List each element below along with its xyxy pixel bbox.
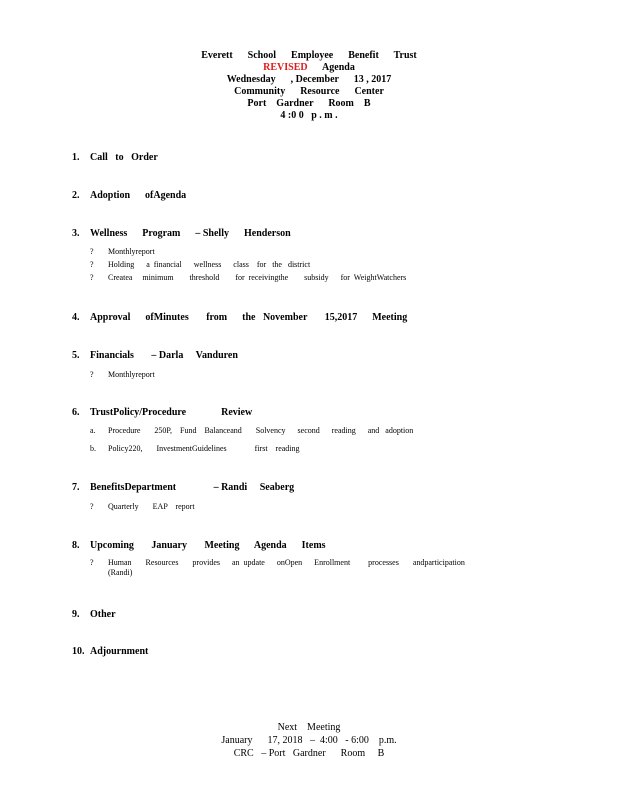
agenda-item-number: 2. [72,190,80,201]
agenda-item-heading [72,540,572,552]
agenda-item-title: Financials – Darla Vanduren [90,350,238,361]
agenda-item-heading [72,228,572,240]
revised-label: REVISED [263,62,308,73]
agenda-item-heading [72,609,572,621]
agenda-item [72,190,572,202]
agenda-item-number: 10. [72,646,85,657]
meeting-time: 4 :0 0 p . m . [280,110,338,121]
sub-item-marker: ? [90,260,94,269]
agenda-item-heading [72,646,572,658]
agenda-item-title: Adjournment [90,646,149,657]
agenda-sub-item [90,444,300,454]
agenda-title [0,62,618,74]
agenda-item-heading [72,482,572,494]
sub-item-text: Holding a financial wellness class for the district [108,260,311,269]
agenda-item-title: Wellness Program – Shelly Henderson [90,228,291,239]
agenda-item-title: BenefitsDepartment – Randi Seaberg [90,482,295,493]
next-meeting-footer [0,721,618,760]
agenda-item [72,407,572,453]
agenda-item [72,228,572,282]
agenda-item-number: 1. [72,152,80,163]
agenda-item [72,609,572,621]
next-meeting-location: CRC – Port Gardner Room B [233,748,385,759]
agenda-item-title: Upcoming January Meeting Agenda Items [90,540,326,551]
agenda-item-heading [72,312,572,324]
agenda-item-title: TrustPolicy/Procedure Review [90,407,253,418]
agenda-item [72,646,572,658]
agenda-label: Agenda [307,62,355,73]
sub-item-marker: a. [90,426,96,435]
agenda-item-heading [72,152,572,164]
agenda-item-number: 4. [72,312,80,323]
meeting-venue: Community Resource Center [234,86,384,97]
agenda-item-title: Adoption ofAgenda [90,190,187,201]
agenda-sub-item [90,247,155,257]
agenda-item-heading [72,350,572,362]
agenda-item-number: 6. [72,407,80,418]
meeting-date: Wednesday , December 13 , 2017 [226,74,392,85]
agenda-item [72,152,572,164]
agenda-item [72,350,572,379]
agenda-item-number: 9. [72,609,80,620]
agenda-item-title: Approval ofMinutes from the November 15,2017 Meeting [90,312,408,323]
agenda-sub-item [90,558,465,578]
sub-item-text: Createa minimum threshold for receivingthe subsidy for WeightWatchers [108,273,407,282]
sub-item-continuation: (Randi) [108,568,133,577]
sub-item-text: Quarterly EAP report [108,502,195,511]
agenda-sub-item [90,502,195,512]
sub-item-text: Monthlyreport [108,247,155,256]
sub-item-text: Policy220, InvestmentGuidelines first reading [108,444,300,453]
agenda-item-title: Other [90,609,116,620]
meeting-room: Port Gardner Room B [247,98,371,109]
sub-item-text: Monthlyreport [108,370,155,379]
agenda-item [72,540,572,577]
sub-item-marker: ? [90,247,94,256]
sub-item-marker: ? [90,370,94,379]
sub-item-marker: ? [90,558,94,567]
org-title: Everett School Employee Benefit Trust [201,50,417,61]
sub-item-marker: b. [90,444,96,453]
sub-item-marker: ? [90,273,94,282]
agenda-item-title: Call to Order [90,152,158,163]
sub-item-text: Procedure 250P, Fund Balanceand Solvency second reading and adoption [108,426,414,435]
next-meeting-heading: Next Meeting [277,722,341,733]
agenda-item-heading [72,407,572,419]
sub-item-marker: ? [90,502,94,511]
agenda-item-number: 3. [72,228,80,239]
next-meeting-date: January 17, 2018 – 4:00 - 6:00 p.m. [221,735,397,746]
agenda-sub-item [90,426,413,436]
agenda-sub-item [90,273,406,283]
sub-item-text: Human Resources provides an update onOpen Enrollment processes andparticipation [108,558,465,567]
agenda-sub-item [90,370,155,380]
agenda-item [72,482,572,511]
agenda-item-number: 5. [72,350,80,361]
agenda-item-number: 7. [72,482,80,493]
agenda-header [0,50,618,122]
agenda-sub-item [90,260,310,270]
agenda-item-heading [72,190,572,202]
agenda-item [72,312,572,324]
agenda-item-number: 8. [72,540,80,551]
